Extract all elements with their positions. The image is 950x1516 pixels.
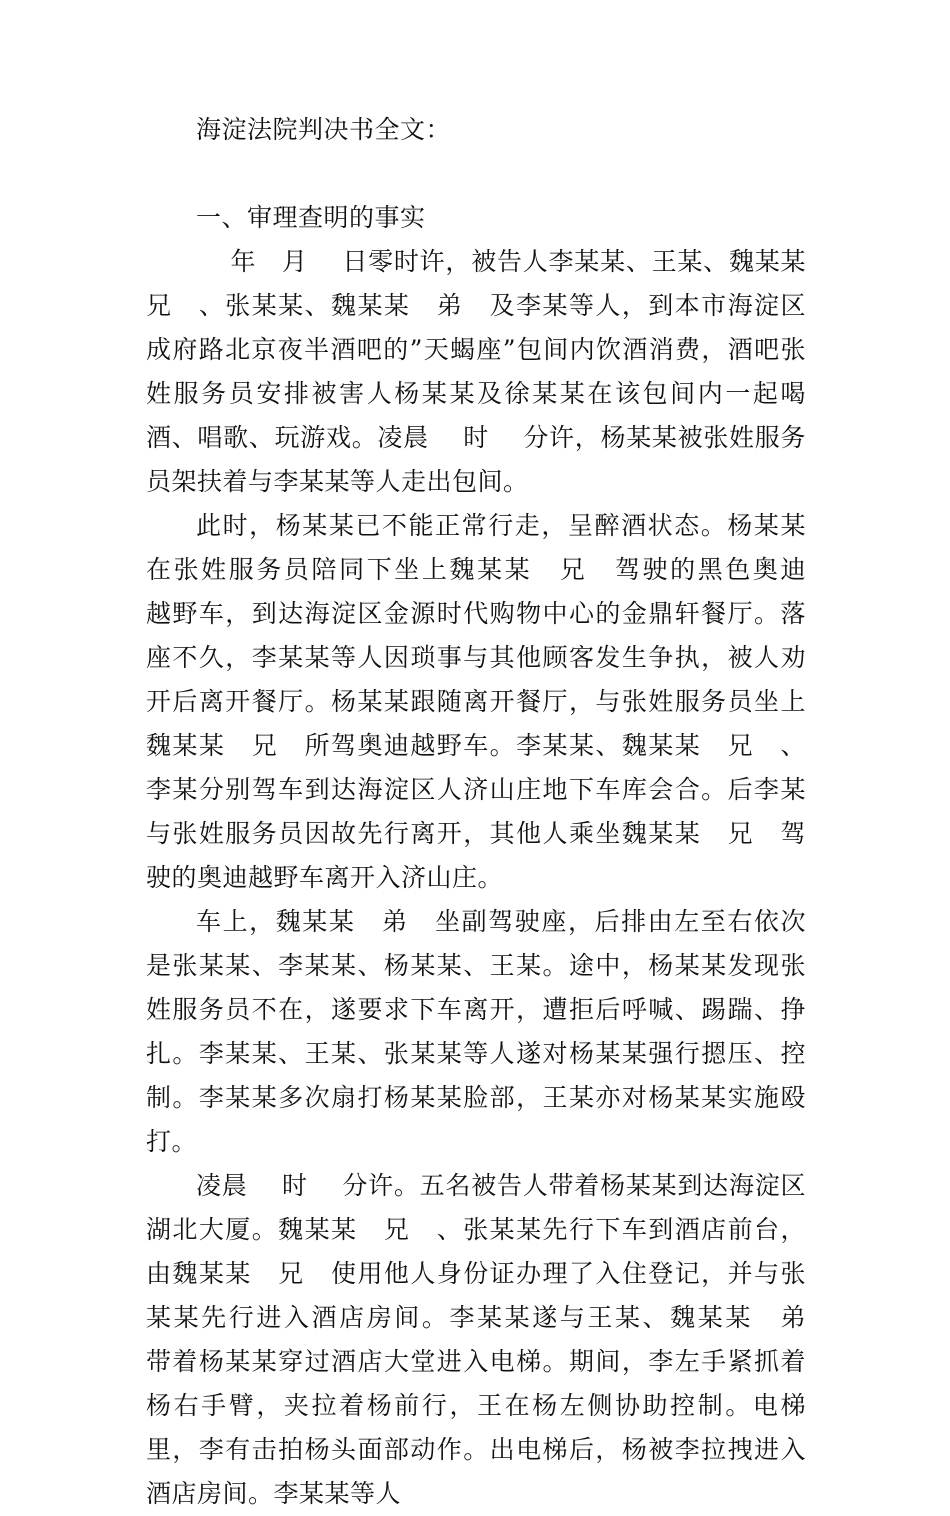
paragraph-3: 车上，魏某某 弟 坐副驾驶座，后排由左至右依次是张某某、李某某、杨某某、王某。途中，杨某某发现张姓服务员不在，遂要求下车离开，遭拒后呼喊、踢踹、挣扎。李某某、王某、张某某等人遂对杨某某强行摁压、控制。李某某多次扇打杨某某脸部，王某亦对杨某某实施殴打。 — [146, 907, 806, 1156]
paragraph-2: 此时，杨某某已不能正常行走，呈醉酒状态。杨某某在张姓服务员陪同下坐上魏某某 兄 驾驶的黑色奥迪 越野车，到达海淀区金源时代购物中心的金鼎轩餐厅。落座不久，李某某等人因琐事与其他顾客发生争执，被人劝开后离开餐厅。杨某某跟随离开餐厅，与张姓服务员坐上魏某某 兄 所驾奥迪越野车。李某某、魏某某 兄 、李某分别驾车到达海淀区人济山庄地下车库会合。后李某与张姓服务员因故先行离开，其他人乘坐魏某某 兄 驾驶的奥迪越野车离开入济山庄。 — [146, 511, 840, 892]
paragraph-4: 凌晨 时 分许。五名被告人带着杨某某到达海淀区湖北大厦。魏某某 兄 、张某某先行下车到酒店前台，由魏某某 兄 使用他人身份证办理了入住登记，并与张某某先行进入酒店房间。李某某遂与王某、魏某某 弟 带着杨某某穿过酒店大堂进入电梯。期间，李左手紧抓着杨右手臂，夹拉着杨前行，王在杨左侧协助控制。电梯里，李有击拍杨头面部动作。出电梯后，杨被李拉拽进入酒店房间。李某某等人 — [146, 1171, 832, 1508]
paragraph-1: 年 月 日零时许，被告人李某某、王某、魏某某 兄 、张某某、魏某某 弟 及李某等人，到本市海淀区成府路北京夜半酒吧的”天蝎座”包间内饮酒消费，酒吧张姓服务员安排被害人杨某某及徐某某在该包间内一起喝酒、唱歌、玩游戏。凌晨 时 分许，杨某某被张姓服务员架扶着与李某某等人走出包间。 — [146, 247, 832, 496]
section-heading: 一、审理查明的事实 — [196, 203, 426, 232]
document-body — [146, 108, 840, 1516]
document-title: 海淀法院判决书全文： — [196, 115, 452, 144]
